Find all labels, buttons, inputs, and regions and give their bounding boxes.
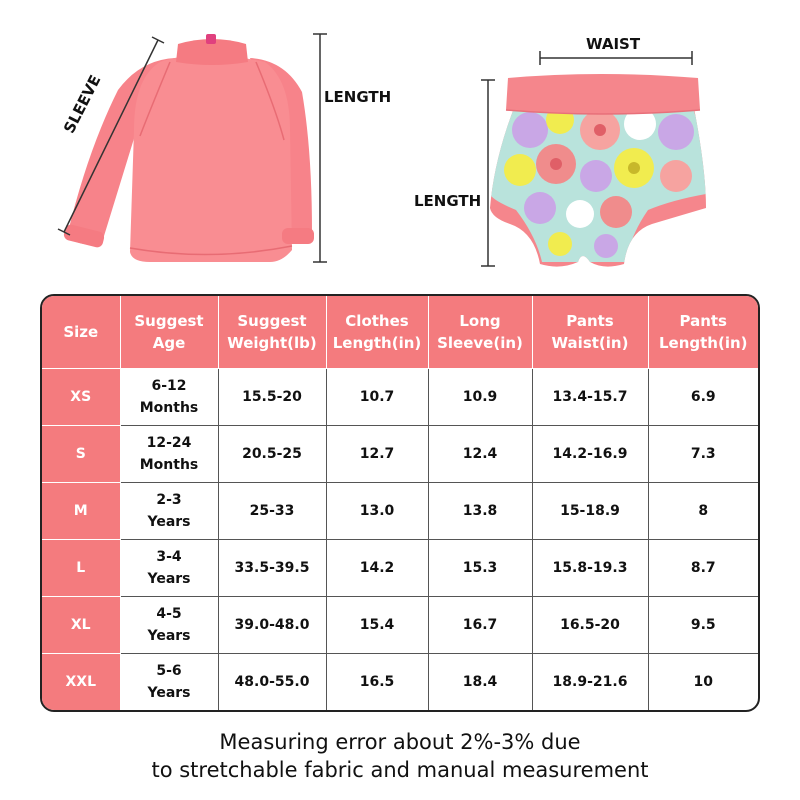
size-table (42, 296, 758, 710)
weight-cell: 48.0-55.0 (218, 654, 326, 710)
rash-guard-shirt (63, 34, 314, 262)
long-sleeve-cell: 13.8 (428, 483, 532, 540)
table-header-row (42, 296, 758, 369)
weight-cell: 39.0-48.0 (218, 597, 326, 654)
column-header-line: Suggest (237, 312, 307, 330)
pants-waist-cell: 16.5-20 (532, 597, 648, 654)
age-line: Years (147, 685, 191, 702)
pants-length-label: LENGTH (414, 192, 482, 210)
table-row (42, 597, 758, 654)
column-header (648, 296, 758, 369)
age-cell (120, 426, 218, 483)
age-line: 12-24 (146, 435, 192, 452)
column-header-line: Size (63, 323, 99, 341)
swim-pants (490, 74, 706, 267)
table-row (42, 483, 758, 540)
waist-label: WAIST (586, 35, 641, 53)
clothes-length-cell: 16.5 (326, 654, 428, 710)
age-line: Months (139, 400, 199, 416)
shirt-length-dimension (313, 34, 327, 262)
table-row (42, 369, 758, 426)
product-illustration (0, 0, 800, 290)
age-line: Years (147, 514, 191, 531)
table-row (42, 540, 758, 597)
column-header (42, 296, 120, 369)
age-line: 2-3 (156, 492, 182, 509)
clothes-length-cell: 10.7 (326, 369, 428, 426)
column-header (428, 296, 532, 369)
column-header-line: Length(in) (332, 334, 422, 352)
weight-cell: 15.5-20 (218, 369, 326, 426)
clothes-length-cell: 14.2 (326, 540, 428, 597)
age-cell (120, 540, 218, 597)
age-cell (120, 369, 218, 426)
size-cell: L (42, 540, 120, 597)
column-header-line: Weight(lb) (227, 334, 317, 352)
measurement-note-line-1: Measuring error about 2%-3% due (219, 730, 581, 754)
age-line: 5-6 (156, 663, 182, 680)
column-header-line: Suggest (134, 312, 204, 330)
age-line: 3-4 (156, 549, 182, 566)
age-cell (120, 654, 218, 710)
column-header-line: Pants (566, 312, 614, 330)
long-sleeve-cell: 16.7 (428, 597, 532, 654)
column-header (120, 296, 218, 369)
weight-cell: 25-33 (218, 483, 326, 540)
clothes-length-cell: 12.7 (326, 426, 428, 483)
pants-waist-cell: 15-18.9 (532, 483, 648, 540)
column-header-line: Length(in) (658, 334, 748, 352)
long-sleeve-cell: 15.3 (428, 540, 532, 597)
measurement-note-line-2: to stretchable fabric and manual measurement (151, 758, 649, 782)
clothes-length-cell: 13.0 (326, 483, 428, 540)
pants-length-cell: 10 (648, 654, 758, 710)
column-header (326, 296, 428, 369)
table-row (42, 426, 758, 483)
age-line: 6-12 (151, 378, 187, 394)
column-header (218, 296, 326, 369)
age-line: Years (147, 628, 191, 645)
long-sleeve-cell: 12.4 (428, 426, 532, 483)
age-line: Years (147, 571, 191, 588)
long-sleeve-cell: 10.9 (428, 369, 532, 426)
pants-length-cell: 8.7 (648, 540, 758, 597)
size-cell: M (42, 483, 120, 540)
column-header-line: Age (152, 334, 186, 352)
column-header-line: Clothes (345, 312, 409, 330)
column-header-line: Sleeve(in) (437, 334, 523, 352)
size-cell: S (42, 426, 120, 483)
age-line: 4-5 (156, 606, 182, 623)
pants-waist-cell: 13.4-15.7 (532, 369, 648, 426)
table-row (42, 654, 758, 710)
pants-waist-cell: 14.2-16.9 (532, 426, 648, 483)
column-header-line: Long (459, 312, 501, 330)
pants-length-cell: 8 (648, 483, 758, 540)
pants-length-cell: 7.3 (648, 426, 758, 483)
waist-dimension (540, 51, 692, 65)
age-cell (120, 483, 218, 540)
clothes-length-cell: 15.4 (326, 597, 428, 654)
pants-length-cell: 9.5 (648, 597, 758, 654)
pants-length-cell: 6.9 (648, 369, 758, 426)
pants-waist-cell: 18.9-21.6 (532, 654, 648, 710)
age-line: Months (139, 457, 199, 474)
size-cell: XL (42, 597, 120, 654)
table-body (42, 369, 758, 711)
size-cell: XS (42, 369, 120, 426)
age-cell (120, 597, 218, 654)
size-chart (40, 294, 760, 712)
pants-length-dimension (481, 80, 495, 266)
sleeve-label: SLEEVE (60, 72, 105, 137)
long-sleeve-cell: 18.4 (428, 654, 532, 710)
weight-cell: 20.5-25 (218, 426, 326, 483)
weight-cell: 33.5-39.5 (218, 540, 326, 597)
column-header-line: Waist(in) (551, 334, 629, 352)
column-header-line: Pants (679, 312, 727, 330)
pants-waist-cell: 15.8-19.3 (532, 540, 648, 597)
column-header (532, 296, 648, 369)
size-cell: XXL (42, 654, 120, 710)
shirt-length-label: LENGTH (324, 88, 392, 106)
